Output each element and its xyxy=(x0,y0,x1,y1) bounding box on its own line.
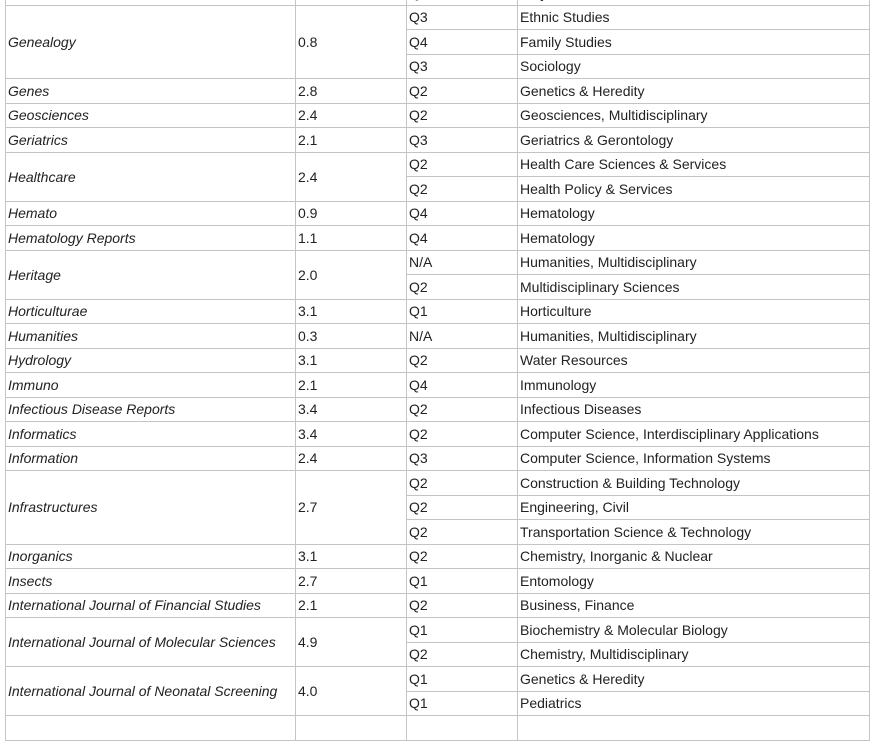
impact-factor-cell: 2.1 xyxy=(296,593,407,618)
impact-factor-cell: 1.1 xyxy=(296,226,407,251)
table-row xyxy=(6,128,870,153)
journal-name-cell: Hydrology xyxy=(6,348,296,373)
quartile-cell: Q3 xyxy=(407,446,518,471)
quartile-cell: Q2 xyxy=(407,397,518,422)
quartile-cell: Q2 xyxy=(407,177,518,202)
table-row xyxy=(6,103,870,128)
impact-factor-cell: 2.4 xyxy=(296,152,407,201)
category-cell: Sociology xyxy=(518,54,870,79)
quartile-cell: Q2 xyxy=(407,642,518,667)
quartile-cell: Q2 xyxy=(407,544,518,569)
journal-table-container xyxy=(5,0,869,741)
journal-name-cell: Horticulturae xyxy=(6,299,296,324)
category-cell: Entomology xyxy=(518,569,870,594)
journal-name-cell: Hematology Reports xyxy=(6,226,296,251)
quartile-cell xyxy=(407,716,518,741)
impact-factor-cell: 0.9 xyxy=(296,201,407,226)
category-cell: Multidisciplinary Sciences xyxy=(518,275,870,300)
table-row xyxy=(6,593,870,618)
category-cell: Ethnic Studies xyxy=(518,5,870,30)
quartile-cell: Q1 xyxy=(407,667,518,692)
quartile-cell: Q1 xyxy=(407,618,518,643)
category-cell: Genetics & Heredity xyxy=(518,667,870,692)
impact-factor-cell: 4.0 xyxy=(296,667,407,716)
impact-factor-cell: 2.4 xyxy=(296,446,407,471)
category-cell: Immunology xyxy=(518,373,870,398)
category-cell: Geriatrics & Gerontology xyxy=(518,128,870,153)
quartile-cell: Q3 xyxy=(407,54,518,79)
table-row xyxy=(6,618,870,643)
journal-name-cell: Healthcare xyxy=(6,152,296,201)
table-row xyxy=(6,299,870,324)
journal-name-cell: Heritage xyxy=(6,250,296,299)
category-cell: Pediatrics xyxy=(518,691,870,716)
category-cell: Family Studies xyxy=(518,30,870,55)
category-cell: Humanities, Multidisciplinary xyxy=(518,324,870,349)
quartile-cell: N/A xyxy=(407,250,518,275)
journal-name-cell: Geriatrics xyxy=(6,128,296,153)
quartile-cell: Q2 xyxy=(407,275,518,300)
journal-name-cell: Infectious Disease Reports xyxy=(6,397,296,422)
category-cell: Genetics & Heredity xyxy=(518,79,870,104)
table-row xyxy=(6,5,870,30)
quartile-cell: N/A xyxy=(407,324,518,349)
category-cell: Water Resources xyxy=(518,348,870,373)
journal-name-cell: Infrastructures xyxy=(6,471,296,545)
quartile-cell: Q1 xyxy=(407,569,518,594)
impact-factor-cell: 3.1 xyxy=(296,544,407,569)
category-cell: Biochemistry & Molecular Biology xyxy=(518,618,870,643)
impact-factor-cell: 2.0 xyxy=(296,250,407,299)
journal-name-cell: Insects xyxy=(6,569,296,594)
category-cell: Horticulture xyxy=(518,299,870,324)
table-row xyxy=(6,226,870,251)
journal-impact-table xyxy=(5,0,870,741)
impact-factor-cell xyxy=(296,716,407,741)
quartile-cell: Q3 xyxy=(407,5,518,30)
quartile-cell: Q2 xyxy=(407,348,518,373)
impact-factor-cell: 2.1 xyxy=(296,128,407,153)
category-cell: Chemistry, Multidisciplinary xyxy=(518,642,870,667)
quartile-cell: Q2 xyxy=(407,79,518,104)
table-row xyxy=(6,201,870,226)
table-row xyxy=(6,471,870,496)
impact-factor-cell: 2.4 xyxy=(296,103,407,128)
table-row xyxy=(6,544,870,569)
category-cell: Construction & Building Technology xyxy=(518,471,870,496)
category-cell: Hematology xyxy=(518,201,870,226)
category-cell: Computer Science, Information Systems xyxy=(518,446,870,471)
impact-factor-cell: 3.4 xyxy=(296,422,407,447)
impact-factor-cell: 2.7 xyxy=(296,569,407,594)
impact-factor-cell: 3.1 xyxy=(296,299,407,324)
journal-name-cell: Inorganics xyxy=(6,544,296,569)
journal-name-cell: International Journal of Molecular Sciences xyxy=(6,618,296,667)
table-row xyxy=(6,250,870,275)
quartile-cell: Q1 xyxy=(407,299,518,324)
table-row xyxy=(6,667,870,692)
category-cell: Infectious Diseases xyxy=(518,397,870,422)
table-row xyxy=(6,324,870,349)
journal-name-cell: International Journal of Neonatal Screening xyxy=(6,667,296,716)
quartile-cell: Q4 xyxy=(407,373,518,398)
table-row xyxy=(6,348,870,373)
journal-name-cell: Information xyxy=(6,446,296,471)
category-cell: Engineering, Civil xyxy=(518,495,870,520)
quartile-cell: Q2 xyxy=(407,520,518,545)
journal-name-cell: Informatics xyxy=(6,422,296,447)
journal-name-cell: Genealogy xyxy=(6,5,296,79)
quartile-cell: Q2 xyxy=(407,471,518,496)
table-row xyxy=(6,569,870,594)
quartile-cell: Q4 xyxy=(407,226,518,251)
quartile-cell: Q2 xyxy=(407,495,518,520)
journal-name-cell: Immuno xyxy=(6,373,296,398)
table-row xyxy=(6,373,870,398)
quartile-cell: Q4 xyxy=(407,30,518,55)
impact-factor-cell: 0.8 xyxy=(296,5,407,79)
category-cell: Computer Science, Interdisciplinary Applications xyxy=(518,422,870,447)
quartile-cell: Q1 xyxy=(407,691,518,716)
quartile-cell: Q4 xyxy=(407,201,518,226)
category-cell: Business, Finance xyxy=(518,593,870,618)
impact-factor-cell: 3.4 xyxy=(296,397,407,422)
category-cell xyxy=(518,716,870,741)
impact-factor-cell: 2.8 xyxy=(296,79,407,104)
table-row xyxy=(6,152,870,177)
category-cell: Humanities, Multidisciplinary xyxy=(518,250,870,275)
quartile-cell: Q2 xyxy=(407,152,518,177)
impact-factor-cell: 4.9 xyxy=(296,618,407,667)
category-cell: Health Care Sciences & Services xyxy=(518,152,870,177)
table-row xyxy=(6,716,870,741)
journal-name-cell: Hemato xyxy=(6,201,296,226)
category-cell: Transportation Science & Technology xyxy=(518,520,870,545)
quartile-cell: Q2 xyxy=(407,422,518,447)
table-row xyxy=(6,446,870,471)
table-row xyxy=(6,422,870,447)
table-row xyxy=(6,79,870,104)
category-cell: Hematology xyxy=(518,226,870,251)
quartile-cell: Q3 xyxy=(407,128,518,153)
table-row xyxy=(6,397,870,422)
category-cell: Geosciences, Multidisciplinary xyxy=(518,103,870,128)
journal-name-cell: International Journal of Financial Studies xyxy=(6,593,296,618)
journal-name-cell xyxy=(6,716,296,741)
quartile-cell: Q2 xyxy=(407,593,518,618)
journal-name-cell: Genes xyxy=(6,79,296,104)
quartile-cell: Q2 xyxy=(407,103,518,128)
impact-factor-cell: 2.7 xyxy=(296,471,407,545)
impact-factor-cell: 3.1 xyxy=(296,348,407,373)
table-body xyxy=(6,0,870,740)
category-cell: Health Policy & Services xyxy=(518,177,870,202)
journal-name-cell: Humanities xyxy=(6,324,296,349)
impact-factor-cell: 0.3 xyxy=(296,324,407,349)
impact-factor-cell: 2.1 xyxy=(296,373,407,398)
category-cell: Chemistry, Inorganic & Nuclear xyxy=(518,544,870,569)
journal-name-cell: Geosciences xyxy=(6,103,296,128)
